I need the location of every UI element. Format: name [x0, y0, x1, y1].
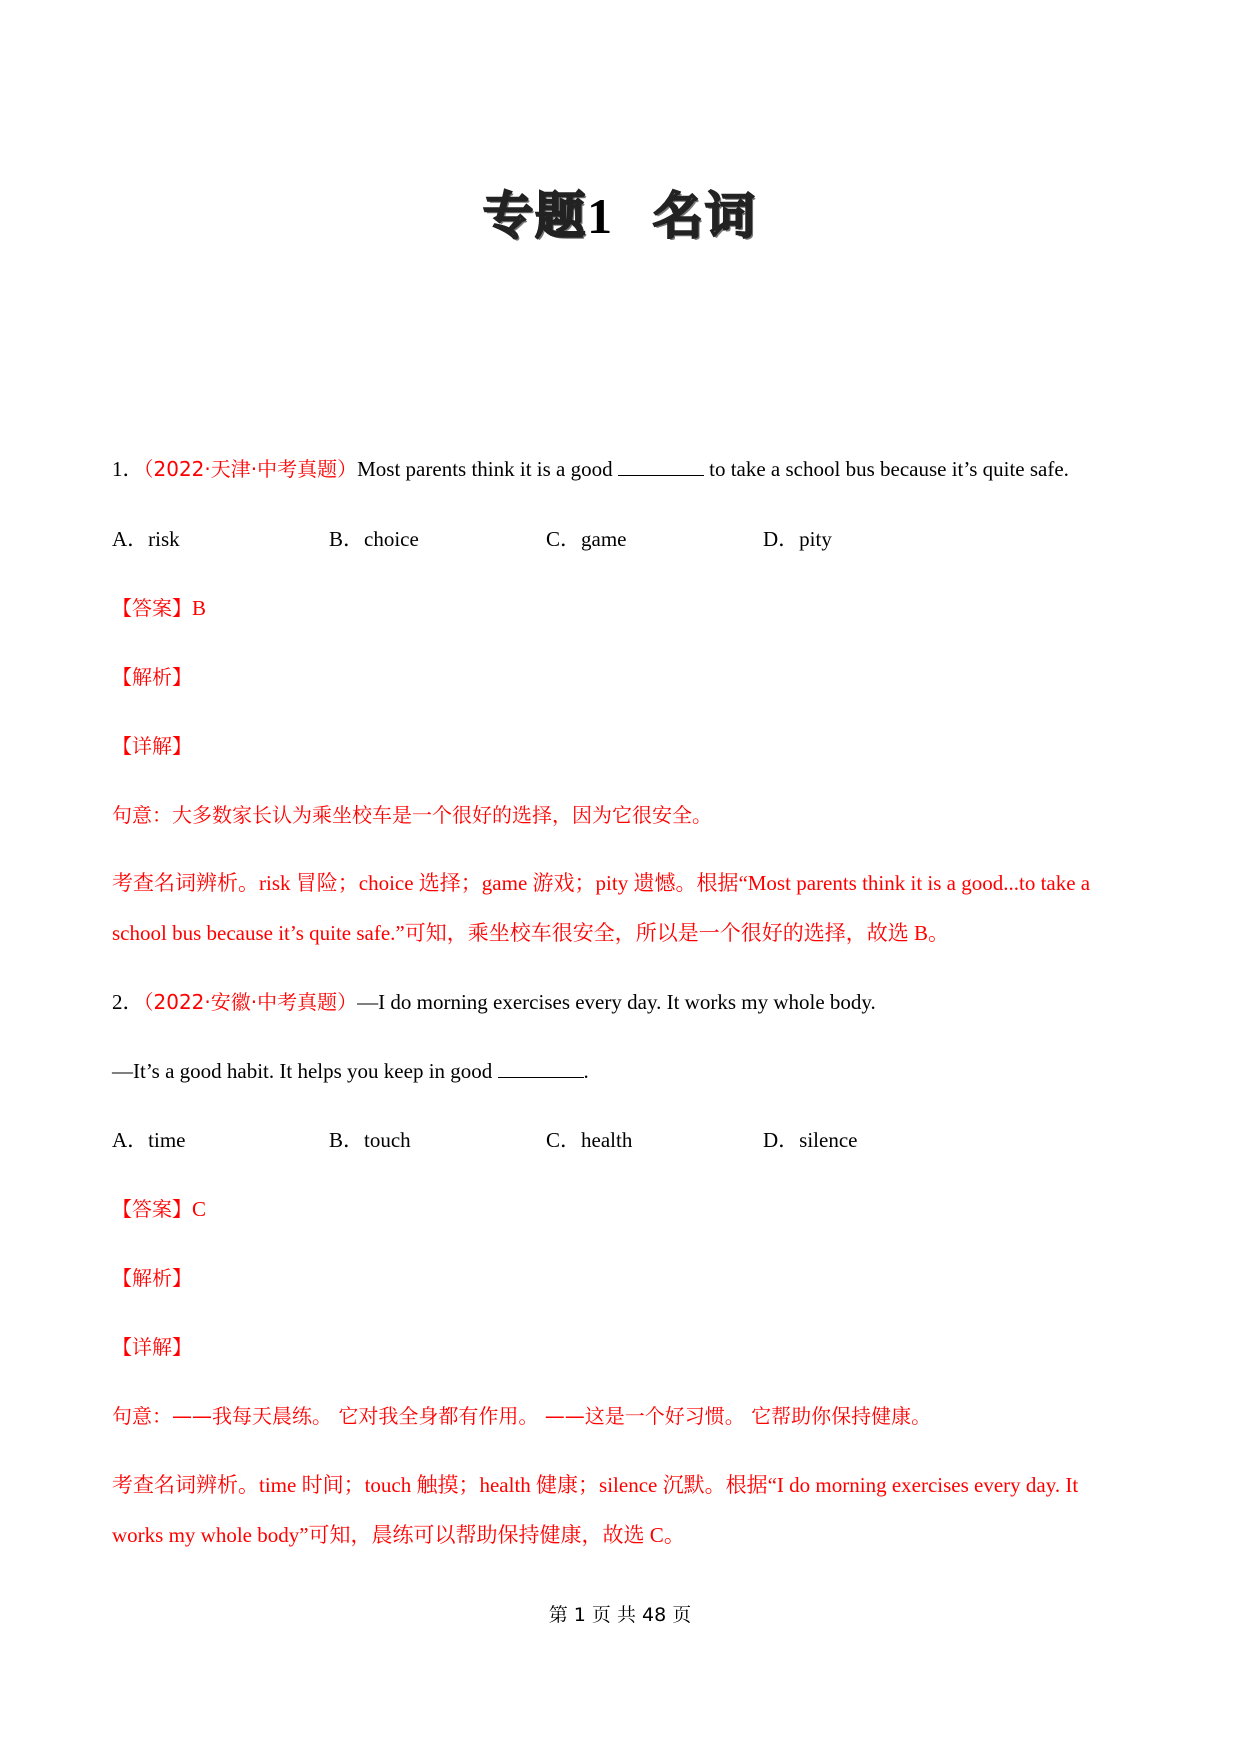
option-c: C．health [546, 1128, 633, 1152]
answer-line [112, 594, 206, 622]
answer-blank [498, 1059, 584, 1078]
stem-text: Most parents think it is a good [357, 457, 618, 481]
title-prefix: 专题 [483, 187, 588, 245]
meaning-text: 句意：——我每天晨练。 它对我全身都有作用。 ——这是一个好习惯。 它帮助你保持健康。 [112, 1404, 932, 1428]
title-suffix: 名词 [652, 187, 757, 245]
analysis-tag: 【解析】 [112, 665, 192, 689]
title-number: 1 [587, 188, 615, 244]
stem-text: . [583, 1059, 589, 1083]
explanation-line-1: 考查名词辨析。time 时间；touch 触摸；health 健康；silence 沉默。根据“I do morning exercises every day. It [112, 1473, 1079, 1497]
explanation-line-2: school bus because it’s quite safe.”可知，乘坐校车很安全，所以是一个很好的选择，故选 B。 [112, 921, 950, 945]
question-2-stem [112, 988, 876, 1016]
stem-text: to take a school bus because it’s quite safe. [703, 457, 1069, 481]
option-a: A．time [112, 1128, 186, 1152]
option-b: B．touch [329, 1128, 411, 1152]
question-1-stem [112, 455, 1069, 483]
option-a: A．risk [112, 527, 180, 551]
question-source: （2022·安徽·中考真题） [143, 990, 358, 1014]
page-title [0, 176, 1240, 248]
question-source: （2022·天津·中考真题） [143, 457, 358, 481]
analysis-tag: 【解析】 [112, 1266, 192, 1290]
detail-tag: 【详解】 [112, 1335, 192, 1359]
stem-text: —I do morning exercises every day. It works my whole body. [357, 990, 876, 1014]
question-number: 2． [112, 990, 144, 1014]
answer-value: B [192, 596, 207, 620]
explanation-line-1: 考查名词辨析。risk 冒险；choice 选择；game 游戏；pity 遗憾。根据“Most parents think it is a good...to take a [112, 871, 1091, 895]
answer-line [112, 1195, 206, 1223]
stem-text: —It’s a good habit. It helps you keep in good [112, 1059, 498, 1083]
explanation-line-2: works my whole body”可知，晨练可以帮助保持健康，故选 C。 [112, 1523, 685, 1547]
option-b: B．choice [329, 527, 419, 551]
option-d: D．pity [763, 527, 832, 551]
answer-blank [618, 457, 704, 476]
answer-value: C [192, 1197, 207, 1221]
option-c: C．game [546, 527, 627, 551]
question-number: 1． [112, 457, 144, 481]
detail-tag: 【详解】 [112, 734, 192, 758]
answer-tag: 【答案】 [112, 596, 192, 620]
option-d: D．silence [763, 1128, 858, 1152]
question-2-stem-line-2 [112, 1057, 589, 1085]
answer-tag: 【答案】 [112, 1197, 192, 1221]
meaning-text: 句意：大多数家长认为乘坐校车是一个很好的选择，因为它很安全。 [112, 803, 712, 827]
page-footer: 第 1 页 共 48 页 [548, 1604, 692, 1626]
